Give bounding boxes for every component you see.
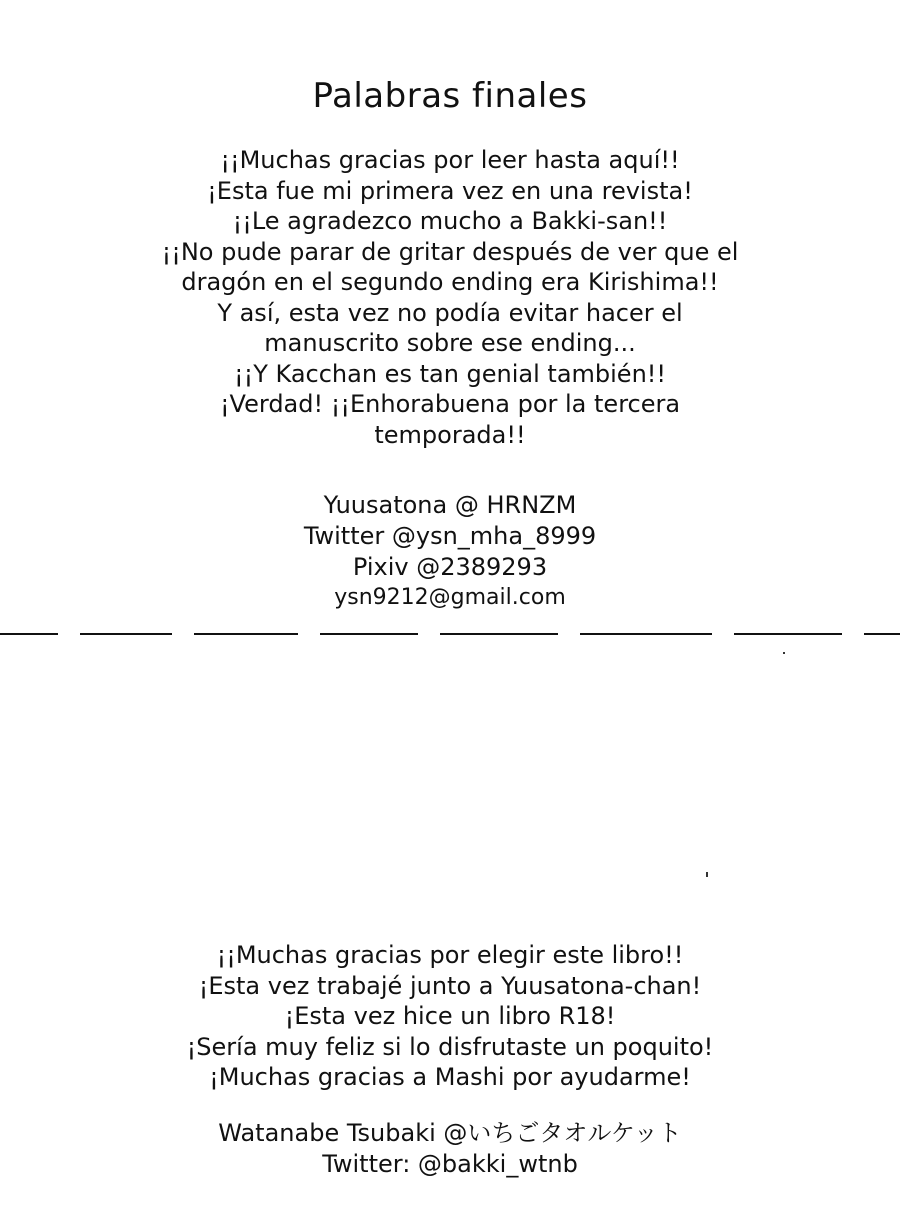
- author-name: Yuusatona @ HRNZM: [323, 491, 577, 519]
- afterword-message-2: [0, 940, 900, 1093]
- author-pixiv: Pixiv @2389293: [352, 553, 548, 581]
- message-line: ¡Muchas gracias a Mashi por ayudarme!: [209, 1063, 691, 1091]
- message-line: Y así, esta vez no podía evitar hacer el: [217, 298, 683, 327]
- author-signature-1: [0, 490, 900, 613]
- author-twitter: Twitter: @bakki_wtnb: [322, 1150, 578, 1178]
- author-name: Watanabe Tsubaki @いちごタオルケット: [218, 1119, 682, 1147]
- message-line: ¡¡No pude parar de gritar después de ver que el: [161, 237, 739, 266]
- message-line: dragón en el segundo ending era Kirishima!!: [181, 268, 719, 296]
- message-line: ¡Sería muy feliz si lo disfrutaste un poquito!: [186, 1032, 714, 1061]
- page-title: Palabras finales: [312, 76, 588, 116]
- message-line: manuscrito sobre ese ending...: [264, 329, 636, 357]
- print-speck: [706, 872, 708, 877]
- message-line: ¡¡Y Kacchan es tan genial también!!: [233, 359, 667, 388]
- message-line: temporada!!: [374, 420, 526, 449]
- message-line: ¡¡Le agradezco mucho a Bakki-san!!: [232, 207, 668, 235]
- message-line: ¡Verdad! ¡¡Enhorabuena por la tercera: [219, 390, 681, 418]
- afterword-message-1: [0, 145, 900, 450]
- author-email: ysn9212@gmail.com: [334, 585, 566, 610]
- author-signature-2: [0, 1118, 900, 1180]
- message-line: ¡¡Muchas gracias por leer hasta aquí!!: [220, 146, 680, 174]
- section-divider: [0, 633, 900, 637]
- print-speck: [783, 652, 785, 654]
- message-line: ¡Esta vez trabajé junto a Yuusatona-chan!: [198, 971, 702, 1000]
- message-line: ¡Esta fue mi primera vez en una revista!: [207, 176, 693, 205]
- message-line: ¡Esta vez hice un libro R18!: [284, 1002, 616, 1030]
- author-twitter: Twitter @ysn_mha_8999: [303, 522, 597, 550]
- message-line: ¡¡Muchas gracias por elegir este libro!!: [216, 941, 684, 969]
